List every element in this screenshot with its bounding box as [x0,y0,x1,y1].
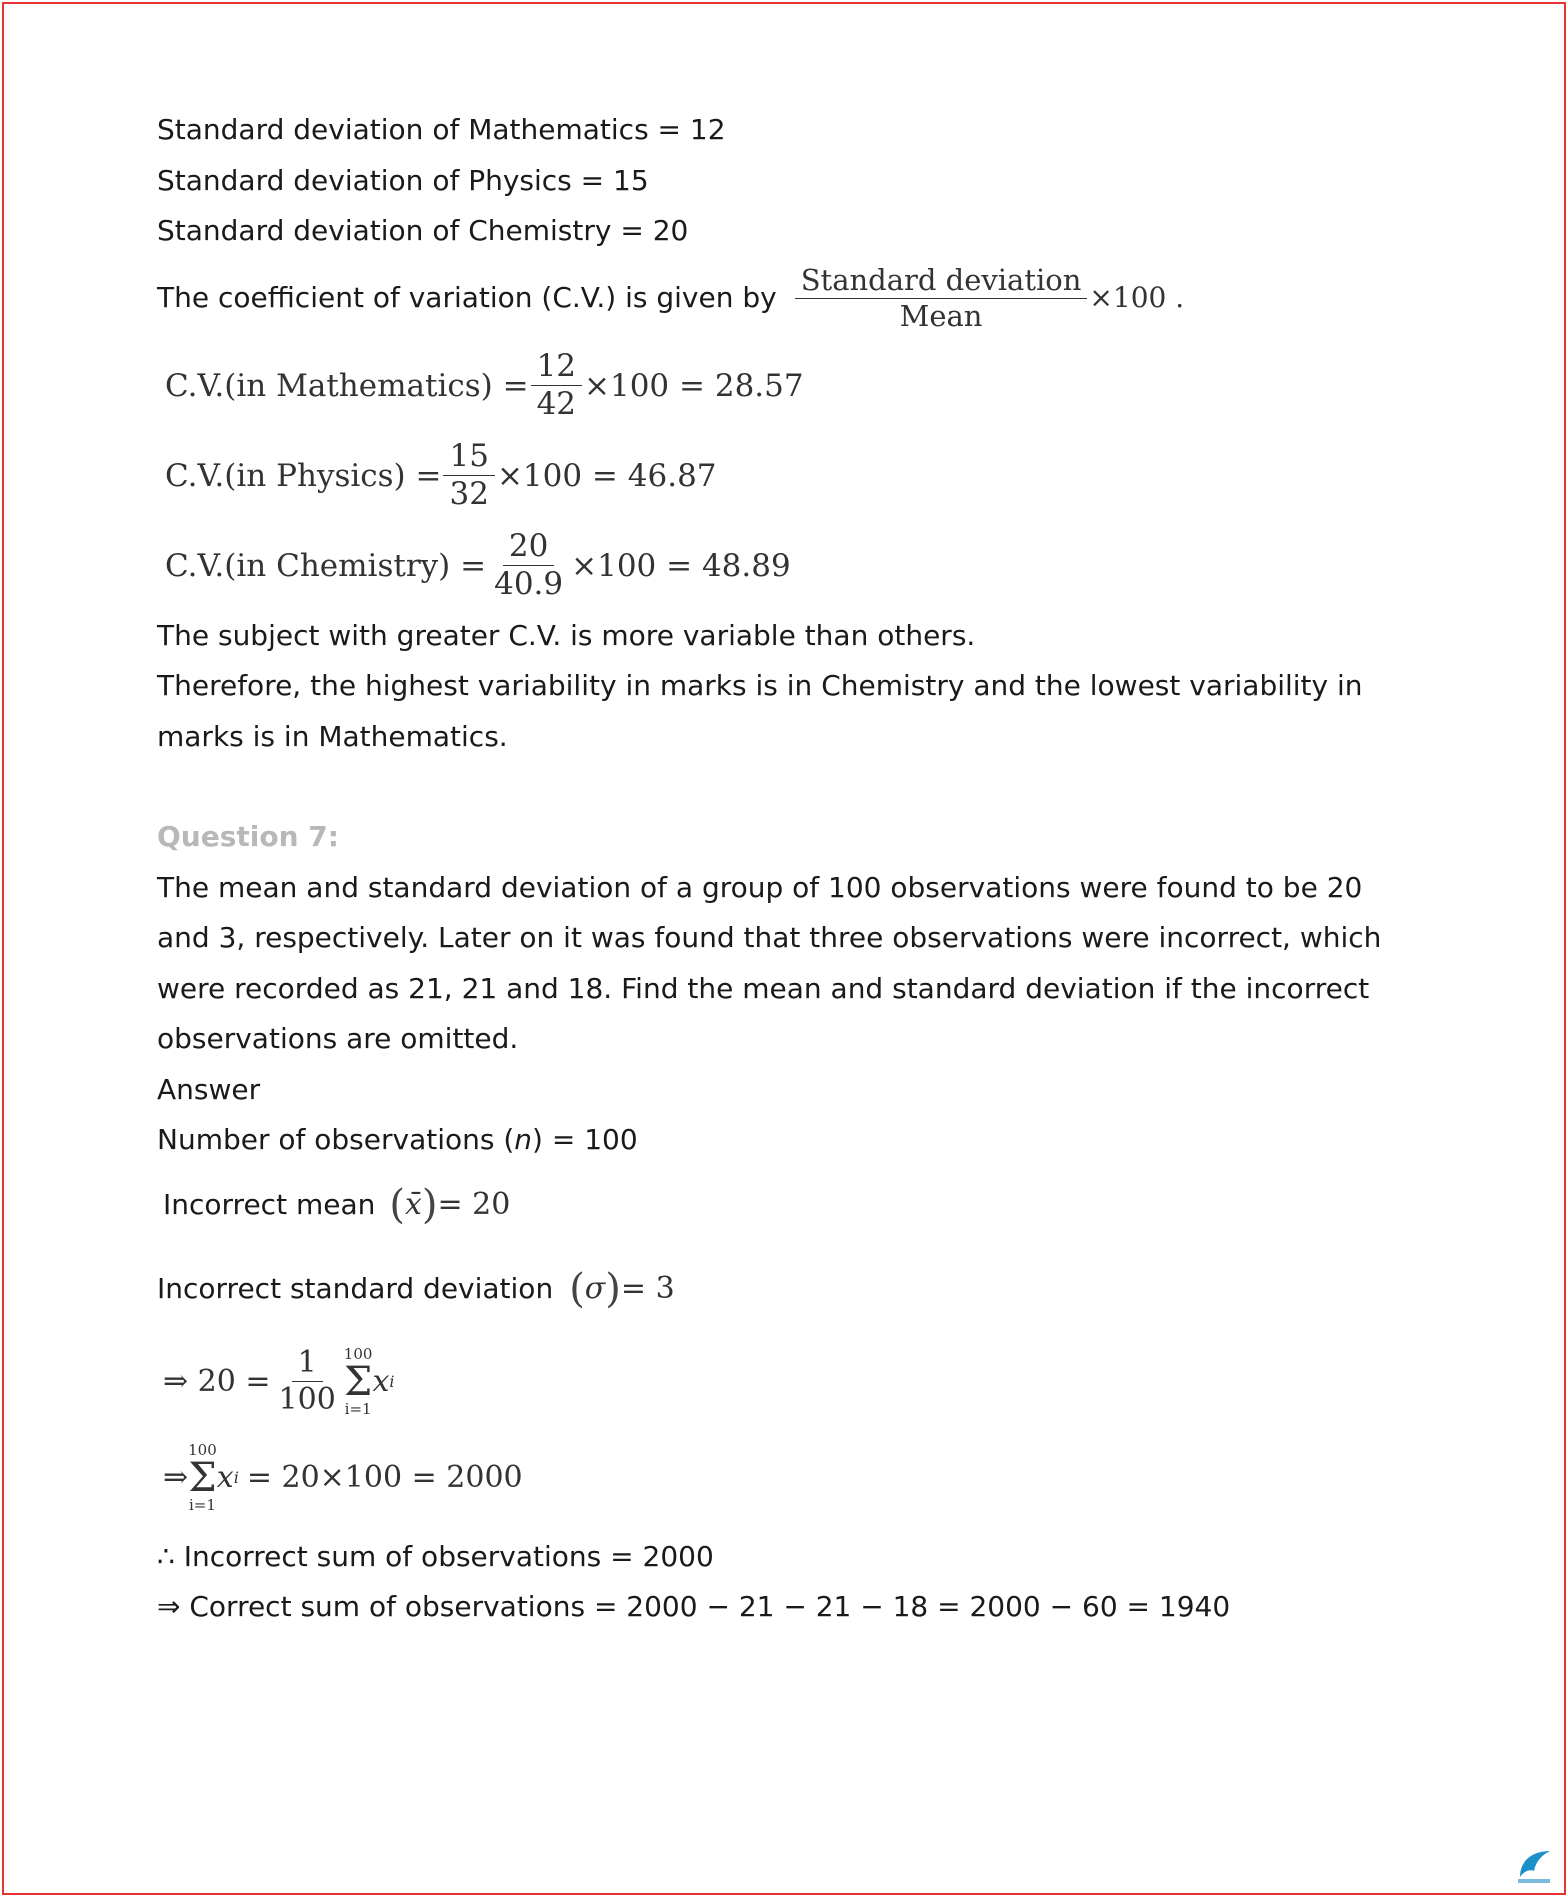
sd-chemistry: Standard deviation of Chemistry = 20 [157,214,689,247]
equation-sum-lhs: ⇒ [163,1460,189,1495]
summation-subscript-2: i [233,1468,239,1487]
conclusion-line-2: Therefore, the highest variability in marks is in Chemistry and the lowest variability in [157,669,1363,702]
equation-sum [163,1430,1417,1526]
publisher-logo-icon [1514,1847,1554,1885]
incorrect-sd-label: Incorrect standard deviation [157,1272,554,1306]
document-body [157,105,1417,1633]
summation-lower-2: i=1 [189,1495,216,1514]
equation-sum-rhs: = 20×100 = 2000 [246,1460,523,1495]
cv-chem-rhs: ×100 = 48.89 [571,547,791,584]
cv-math-rhs: ×100 = 28.57 [584,367,804,404]
cv-definition [157,257,1417,341]
cv-chem-lhs: C.V.(in Chemistry) = [165,547,487,584]
conclusion-line-3: marks is in Mathematics. [157,719,508,753]
incorrect-mean-value: = 20 [437,1187,511,1223]
equation-mean [163,1334,1417,1430]
observation-count-value: ) = 100 [532,1123,638,1156]
correct-sum: ⇒ Correct sum of observations = 2000 − 21 − 21 − 18 = 2000 − 60 = 1940 [157,1590,1231,1623]
cv-definition-text: The coefficient of variation (C.V.) is given by [157,281,777,315]
cv-physics-lhs: C.V.(in Physics) = [165,457,442,494]
cv-math-lhs: C.V.(in Mathematics) = [165,367,529,404]
cv-fraction-denominator: Mean [899,299,983,333]
observation-count-variable: n [514,1123,533,1156]
equation-mean-den: 100 [278,1382,336,1417]
mean-symbol: x̄ [404,1187,422,1223]
summation-lower: i=1 [344,1399,372,1418]
cv-chem-num: 20 [503,528,554,566]
sd-mathematics: Standard deviation of Mathematics = 12 [157,113,726,146]
summation-subscript: i [389,1372,395,1391]
summation-upper-2: 100 [188,1440,217,1459]
cv-fraction-tail: ×100 . [1089,281,1185,315]
incorrect-mean: Incorrect mean ( x̄ ) = 20 [163,1166,1417,1246]
conclusion-line-1: The subject with greater C.V. is more variable than others. [157,618,976,652]
cv-physics [165,431,1417,521]
cv-math-den: 42 [536,386,577,422]
question-heading: Question 7: [157,820,339,853]
question-line-2: and 3, respectively. Later on it was found that three observations were incorrect, which [157,921,1382,954]
observation-count [157,1115,1417,1166]
incorrect-sum: ∴ Incorrect sum of observations = 2000 [157,1539,714,1573]
cv-chemistry [165,521,1417,611]
summation-variable: x [372,1364,390,1399]
summation-variable-2: x [216,1460,234,1495]
cv-fraction-numerator: Standard deviation [795,263,1088,299]
cv-math-num: 12 [531,348,582,386]
equation-mean-lhs: ⇒ 20 = [163,1364,271,1399]
observation-count-label: Number of observations ( [157,1123,515,1156]
sigma-symbol: σ [584,1271,606,1307]
summation-symbol-2: 100 Σ i=1 [188,1440,217,1514]
cv-fraction [795,263,1088,334]
equation-mean-num: 1 [292,1345,323,1382]
sd-physics: Standard deviation of Physics = 15 [157,163,649,197]
cv-physics-num: 15 [443,438,494,476]
question-line-1: The mean and standard deviation of a group of 100 observations were found to be 20 [157,870,1363,904]
cv-chem-den: 40.9 [494,566,564,602]
question-line-4: observations are omitted. [157,1022,519,1055]
incorrect-sd: Incorrect standard deviation ( σ ) = 3 [157,1246,1417,1334]
incorrect-mean-label: Incorrect mean [163,1188,376,1222]
cv-physics-rhs: ×100 = 46.87 [496,457,717,494]
cv-math-fraction [531,348,582,423]
question-line-3: were recorded as 21, 21 and 18. Find the mean and standard deviation if the incorrect [157,971,1370,1005]
cv-chem-fraction [488,528,569,603]
cv-physics-den: 32 [449,476,489,512]
incorrect-sd-value: = 3 [620,1271,675,1307]
summation-upper: 100 [343,1344,373,1363]
cv-mathematics [165,341,1417,431]
cv-physics-fraction [443,438,494,513]
answer-label: Answer [157,1072,261,1106]
equation-mean-fraction [273,1345,342,1418]
summation-symbol: 100 Σ i=1 [343,1344,373,1418]
